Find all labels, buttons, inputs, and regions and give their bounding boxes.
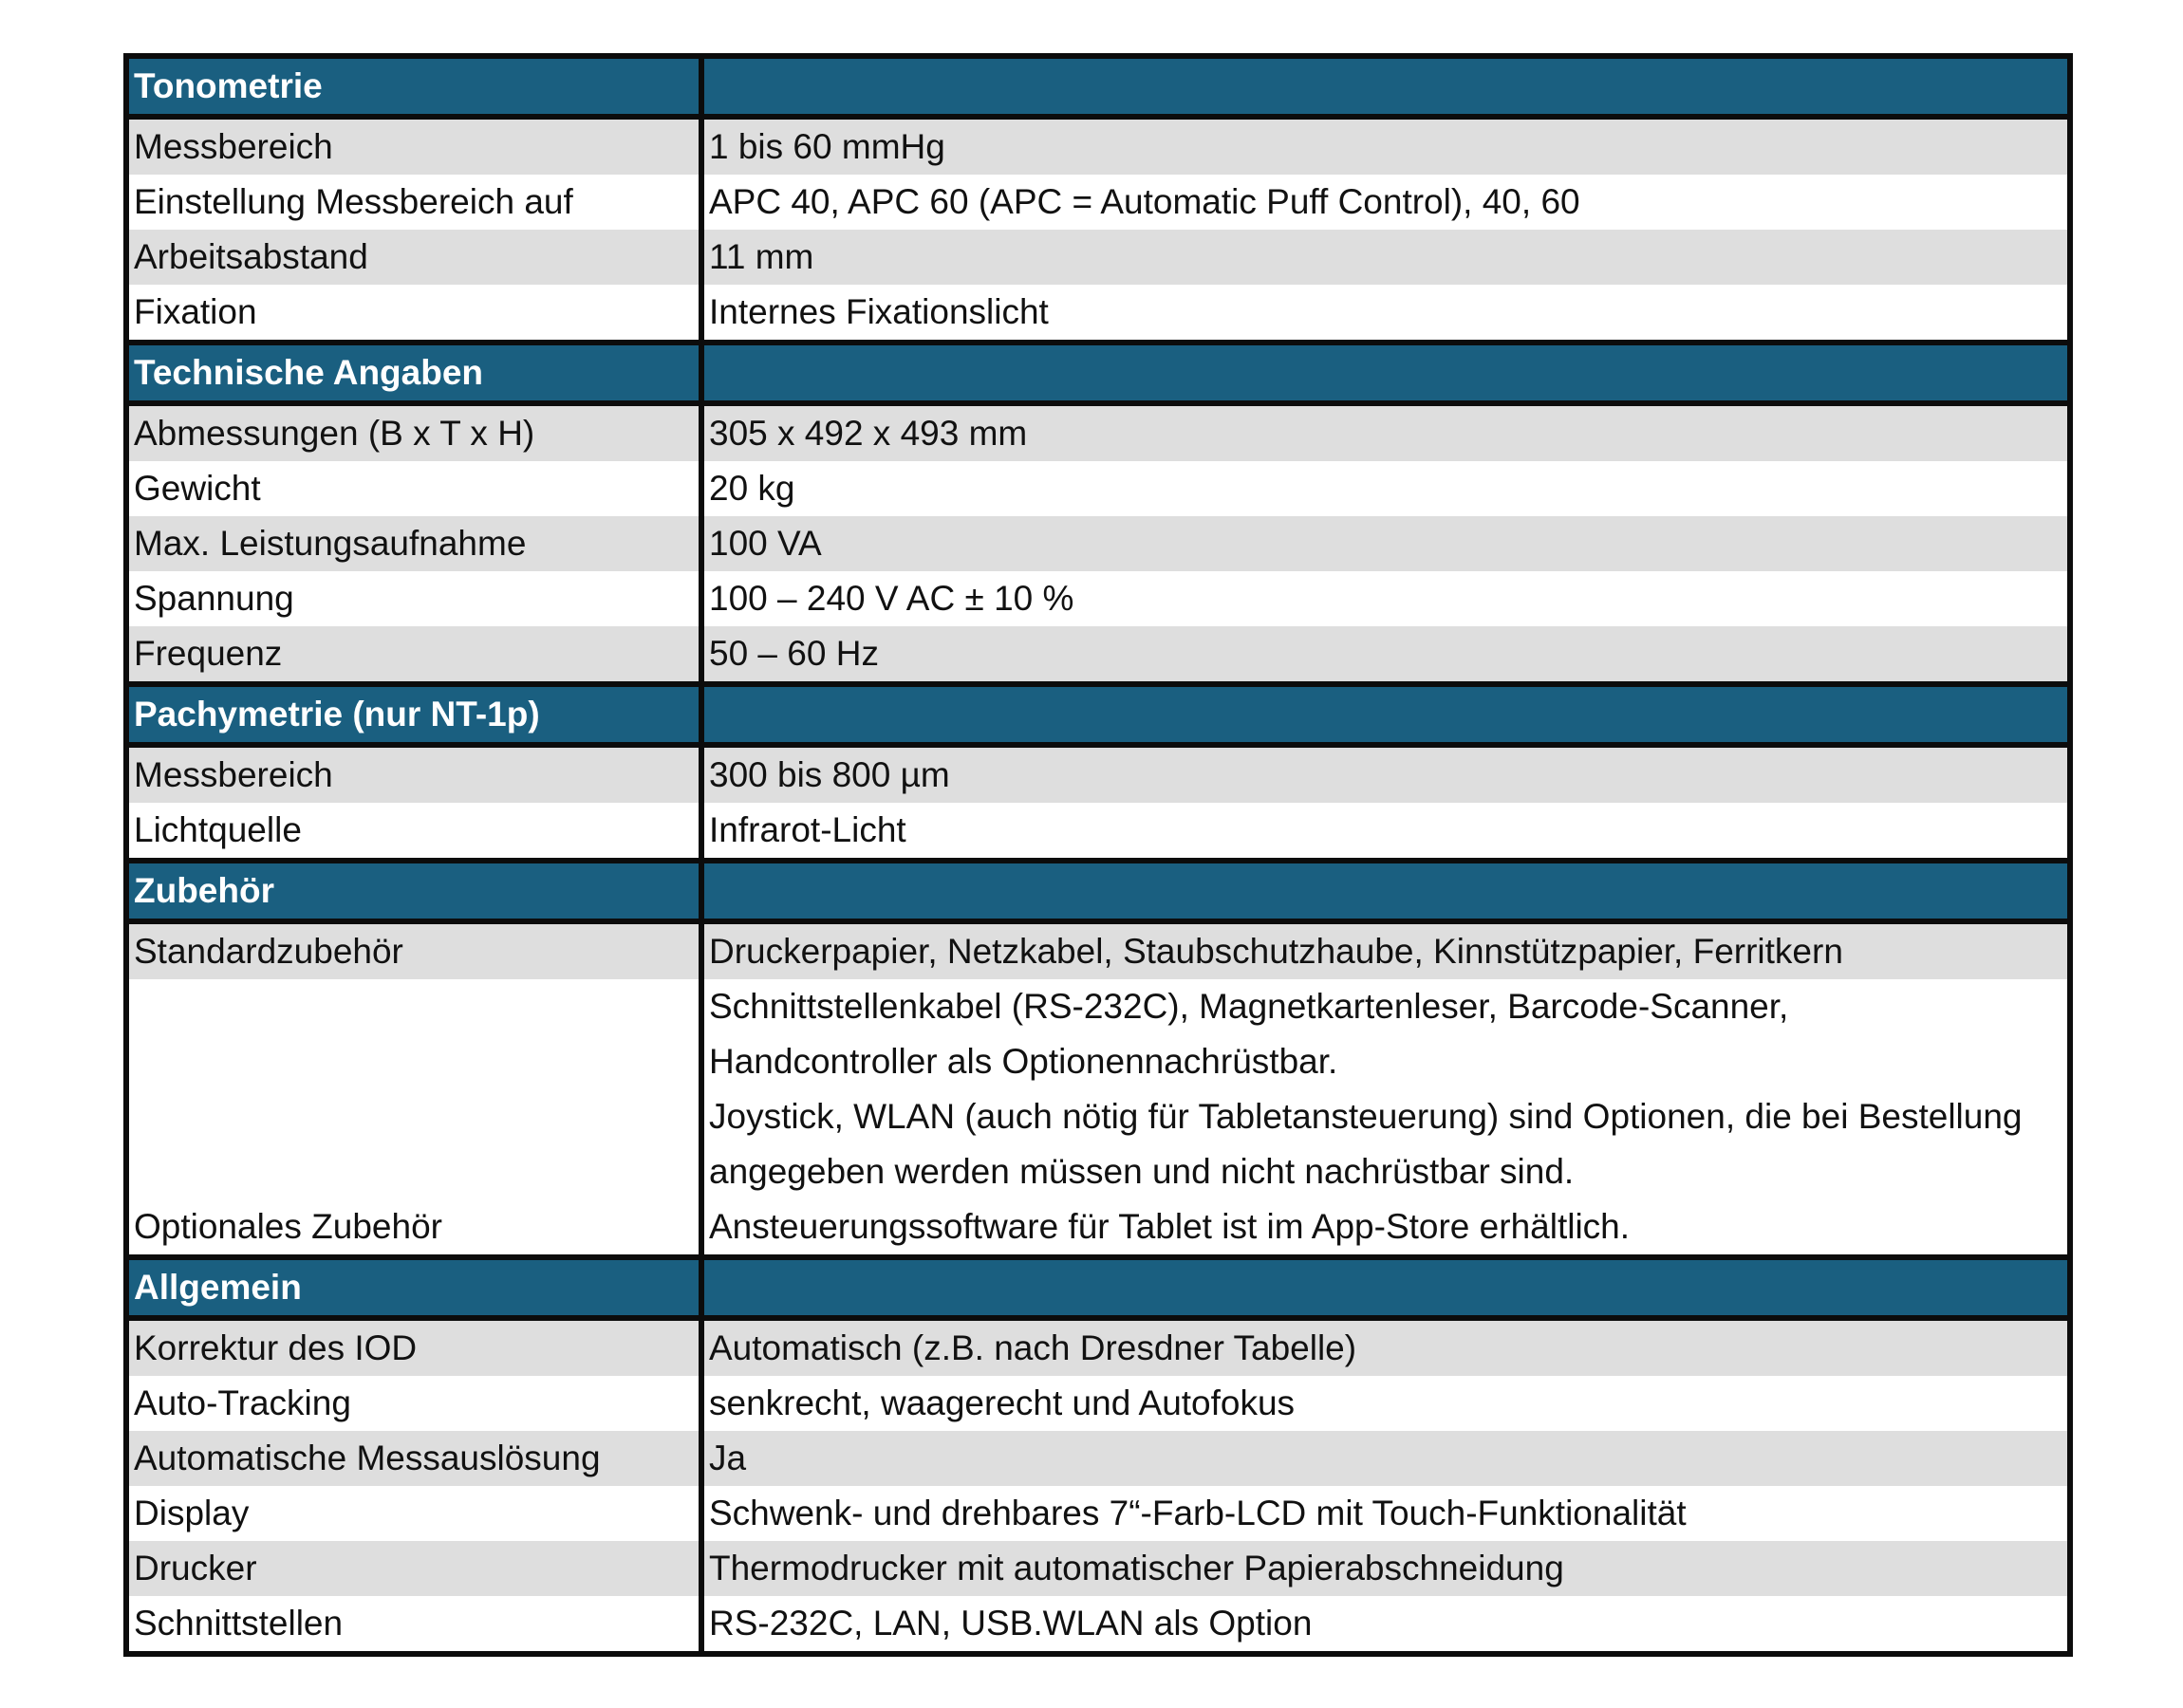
row-label: Korrektur des IOD [129,1321,704,1376]
table-row [129,285,2067,340]
row-label: Lichtquelle [129,803,704,858]
row-value: 100 VA [704,516,2067,571]
row-value: Internes Fixationslicht [704,285,2067,340]
section-technische-angaben [129,345,2067,687]
spec-table [123,53,2073,1657]
row-value: Ja [704,1431,2067,1486]
row-label: Fixation [129,285,704,340]
row-label: Auto-Tracking [129,1376,704,1431]
row-value: 20 kg [704,461,2067,516]
value-line: Schnittstellenkabel (RS-232C), Magnetkartenleser, Barcode-Scanner, [709,987,1789,1026]
section-zubehoer [129,863,2067,1260]
table-row [129,803,2067,858]
table-row [129,230,2067,285]
row-value: senkrecht, waagerecht und Autofokus [704,1376,2067,1431]
section-header-empty [704,59,2067,114]
table-row [129,979,2067,1254]
table-row [129,1596,2067,1651]
table-row [129,748,2067,803]
row-value: Druckerpapier, Netzkabel, Staubschutzhaube, Kinnstützpapier, Ferritkern [704,924,2067,979]
section-title: Allgemein [129,1260,704,1315]
row-value: 305 x 492 x 493 mm [704,406,2067,461]
table-row [129,1541,2067,1596]
value-line: Joystick, WLAN (auch nötig für Tabletansteuerung) sind Optionen, die bei Bestellung [709,1097,2023,1136]
section-header [129,345,2067,406]
row-label: Messbereich [129,748,704,803]
section-header [129,687,2067,748]
row-label: Spannung [129,571,704,626]
row-value: 11 mm [704,230,2067,285]
row-value: APC 40, APC 60 (APC = Automatic Puff Control), 40, 60 [704,175,2067,230]
row-value: 1 bis 60 mmHg [704,120,2067,175]
table-row [129,924,2067,979]
row-label: Schnittstellen [129,1596,704,1651]
section-header [129,59,2067,120]
section-title: Zubehör [129,863,704,919]
section-header-empty [704,863,2067,919]
section-title: Pachymetrie (nur NT-1p) [129,687,704,742]
row-value: Thermodrucker mit automatischer Papierabschneidung [704,1541,2067,1596]
section-pachymetrie [129,687,2067,863]
value-line: Handcontroller als Optionennachrüstbar. [709,1042,1338,1081]
row-value: RS-232C, LAN, USB.WLAN als Option [704,1596,2067,1651]
row-value: Schwenk- und drehbares 7“-Farb-LCD mit Touch-Funktionalität [704,1486,2067,1541]
section-title: Tonometrie [129,59,704,114]
table-row [129,1486,2067,1541]
row-label: Frequenz [129,626,704,681]
row-label: Gewicht [129,461,704,516]
row-value-multiline [704,979,2067,1254]
row-value: Automatisch (z.B. nach Dresdner Tabelle) [704,1321,2067,1376]
table-row [129,1431,2067,1486]
row-label: Standardzubehör [129,924,704,979]
value-line: Ansteuerungssoftware für Tablet ist im App-Store erhältlich. [709,1207,1631,1246]
row-value: 100 – 240 V AC ± 10 % [704,571,2067,626]
section-allgemein [129,1260,2067,1651]
row-label: Messbereich [129,120,704,175]
table-row [129,571,2067,626]
table-row [129,406,2067,461]
table-row [129,1321,2067,1376]
table-row [129,461,2067,516]
row-value: Infrarot-Licht [704,803,2067,858]
table-row [129,175,2067,230]
table-row [129,1376,2067,1431]
row-label: Automatische Messauslösung [129,1431,704,1486]
row-label: Display [129,1486,704,1541]
row-label: Arbeitsabstand [129,230,704,285]
section-header-empty [704,345,2067,400]
table-row [129,516,2067,571]
section-tonometrie [129,59,2067,345]
section-header-empty [704,1260,2067,1315]
row-value: 50 – 60 Hz [704,626,2067,681]
row-label: Drucker [129,1541,704,1596]
section-title: Technische Angaben [129,345,704,400]
section-header [129,1260,2067,1321]
table-row [129,120,2067,175]
section-header-empty [704,687,2067,742]
row-label: Abmessungen (B x T x H) [129,406,704,461]
row-label: Einstellung Messbereich auf [129,175,704,230]
section-header [129,863,2067,924]
row-value: 300 bis 800 µm [704,748,2067,803]
value-line: angegeben werden müssen und nicht nachrüstbar sind. [709,1152,1575,1191]
table-row [129,626,2067,681]
row-label: Max. Leistungsaufnahme [129,516,704,571]
row-label: Optionales Zubehör [129,979,704,1254]
